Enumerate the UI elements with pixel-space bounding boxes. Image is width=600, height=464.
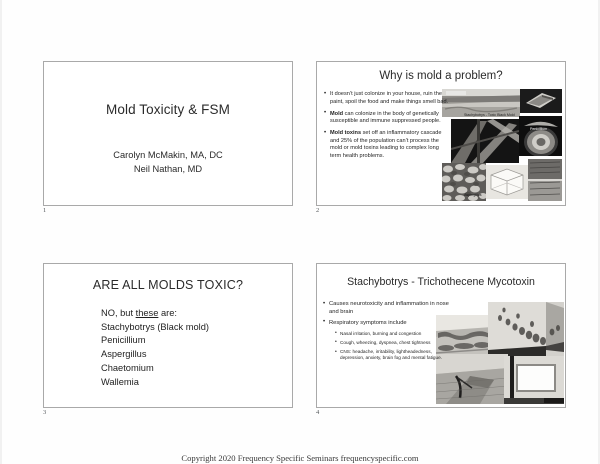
slide-2-title: Why is mold a problem?	[379, 70, 503, 82]
photo-mold-sample-dark	[520, 89, 562, 113]
slide-thumbnail-4[interactable]	[316, 263, 566, 408]
slide-2-caption-aspergillus: Aspergillus	[464, 193, 482, 197]
slide-number-3: 3	[43, 409, 47, 416]
slide-1-author-line-2: Neil Nathan, MD	[133, 164, 203, 174]
photo-mold-wall-dark	[528, 159, 562, 201]
slide-number-2: 2	[316, 207, 320, 214]
list-item: Wallemia	[101, 376, 139, 387]
slide-4-image-collage	[436, 302, 564, 404]
slide-4-sub-bullet-3: • CNS: headache, irritability, lightheadedness, depression, anxiety, brain fog and mental fatigue.	[335, 349, 453, 361]
page-footer-copyright: Copyright 2020 Frequency Specific Seminars frequencyspecific.com	[181, 453, 419, 463]
slide-4-bullet-1: • Causes neurotoxicity and inflammation in nose and brain	[323, 301, 453, 316]
list-item: Chaetomium	[101, 362, 154, 373]
slide-2-bullet-2-text: can colonize in the body of genetically susceptible and immune suppressed people.	[330, 110, 441, 124]
slide-number-1: 1	[43, 207, 47, 214]
slide-1-authors	[44, 148, 292, 176]
slide-2-bullet-3-text: set off an inflammatory cascade and 25% of the population can’t process the mold or mold toxins leading to complex long term health problems.	[330, 130, 442, 159]
list-item: Aspergillus	[101, 349, 147, 360]
slide-3-lead-underlined: these	[135, 308, 159, 318]
slide-3-title: ARE ALL MOLDS TOXIC?	[92, 278, 244, 292]
list-item: Stachybotrys (Black mold)	[101, 321, 209, 332]
slide-4-bullet-list	[323, 301, 453, 365]
photo-attic-beams	[451, 119, 519, 163]
slide-4-bullet-2: • Respiratory symptoms include	[323, 320, 453, 328]
slide-thumbnail-3[interactable]	[43, 263, 293, 408]
slide-2-bullet-3	[324, 130, 451, 160]
slide-3-list	[101, 307, 209, 389]
slide-4-sub-bullet-1: • Nasal irritation, burning and congestion	[335, 331, 453, 337]
photo-corner-wall-mold	[488, 302, 564, 356]
photo-window-room	[504, 356, 564, 404]
slide-2-bullet-2-lead: Mold	[330, 110, 344, 117]
photo-wooden-crate	[486, 165, 528, 199]
slide-3-lead-post: are:	[158, 308, 177, 318]
slide-thumbnail-2[interactable]	[316, 61, 566, 206]
slide-2-caption-penicillium: Penicillium	[530, 127, 548, 131]
slide-2-image-collage	[442, 89, 562, 201]
slide-1-title: Mold Toxicity & FSM	[106, 102, 230, 117]
slide-4-title: Stachybotrys - Trichothecene Mycotoxin	[347, 276, 535, 288]
slide-2-bullet-1-text: It doesn’t just colonize in your house, ruin the paint, spoil the food and make things smell bad.	[330, 91, 449, 105]
slide-3-lead-in	[101, 307, 209, 321]
slide-3-lead-pre: NO, but	[101, 308, 136, 318]
list-item: Penicillium	[101, 335, 146, 346]
slide-2-bullet-3-lead: Mold toxins	[330, 130, 362, 136]
slide-number-4: 4	[316, 409, 320, 416]
slide-2-caption-stachybotrys: Stachybotrys - Toxic Black Mold	[464, 113, 515, 117]
photo-penicillium-petri	[519, 116, 562, 156]
slide-4-sub-bullet-2: • Cough, wheezing, dyspnea, chest tightness	[335, 340, 453, 346]
slide-thumbnail-1[interactable]	[43, 61, 293, 206]
slide-2-bullet-2	[324, 111, 451, 126]
slide-4-sub-bullets	[335, 331, 453, 362]
slide-1-author-line-1: Carolyn McMakin, MA, DC	[113, 150, 223, 160]
slide-2-bullet-list	[324, 91, 451, 165]
slide-2-bullet-1	[324, 91, 451, 106]
page-edge-left	[0, 0, 2, 464]
